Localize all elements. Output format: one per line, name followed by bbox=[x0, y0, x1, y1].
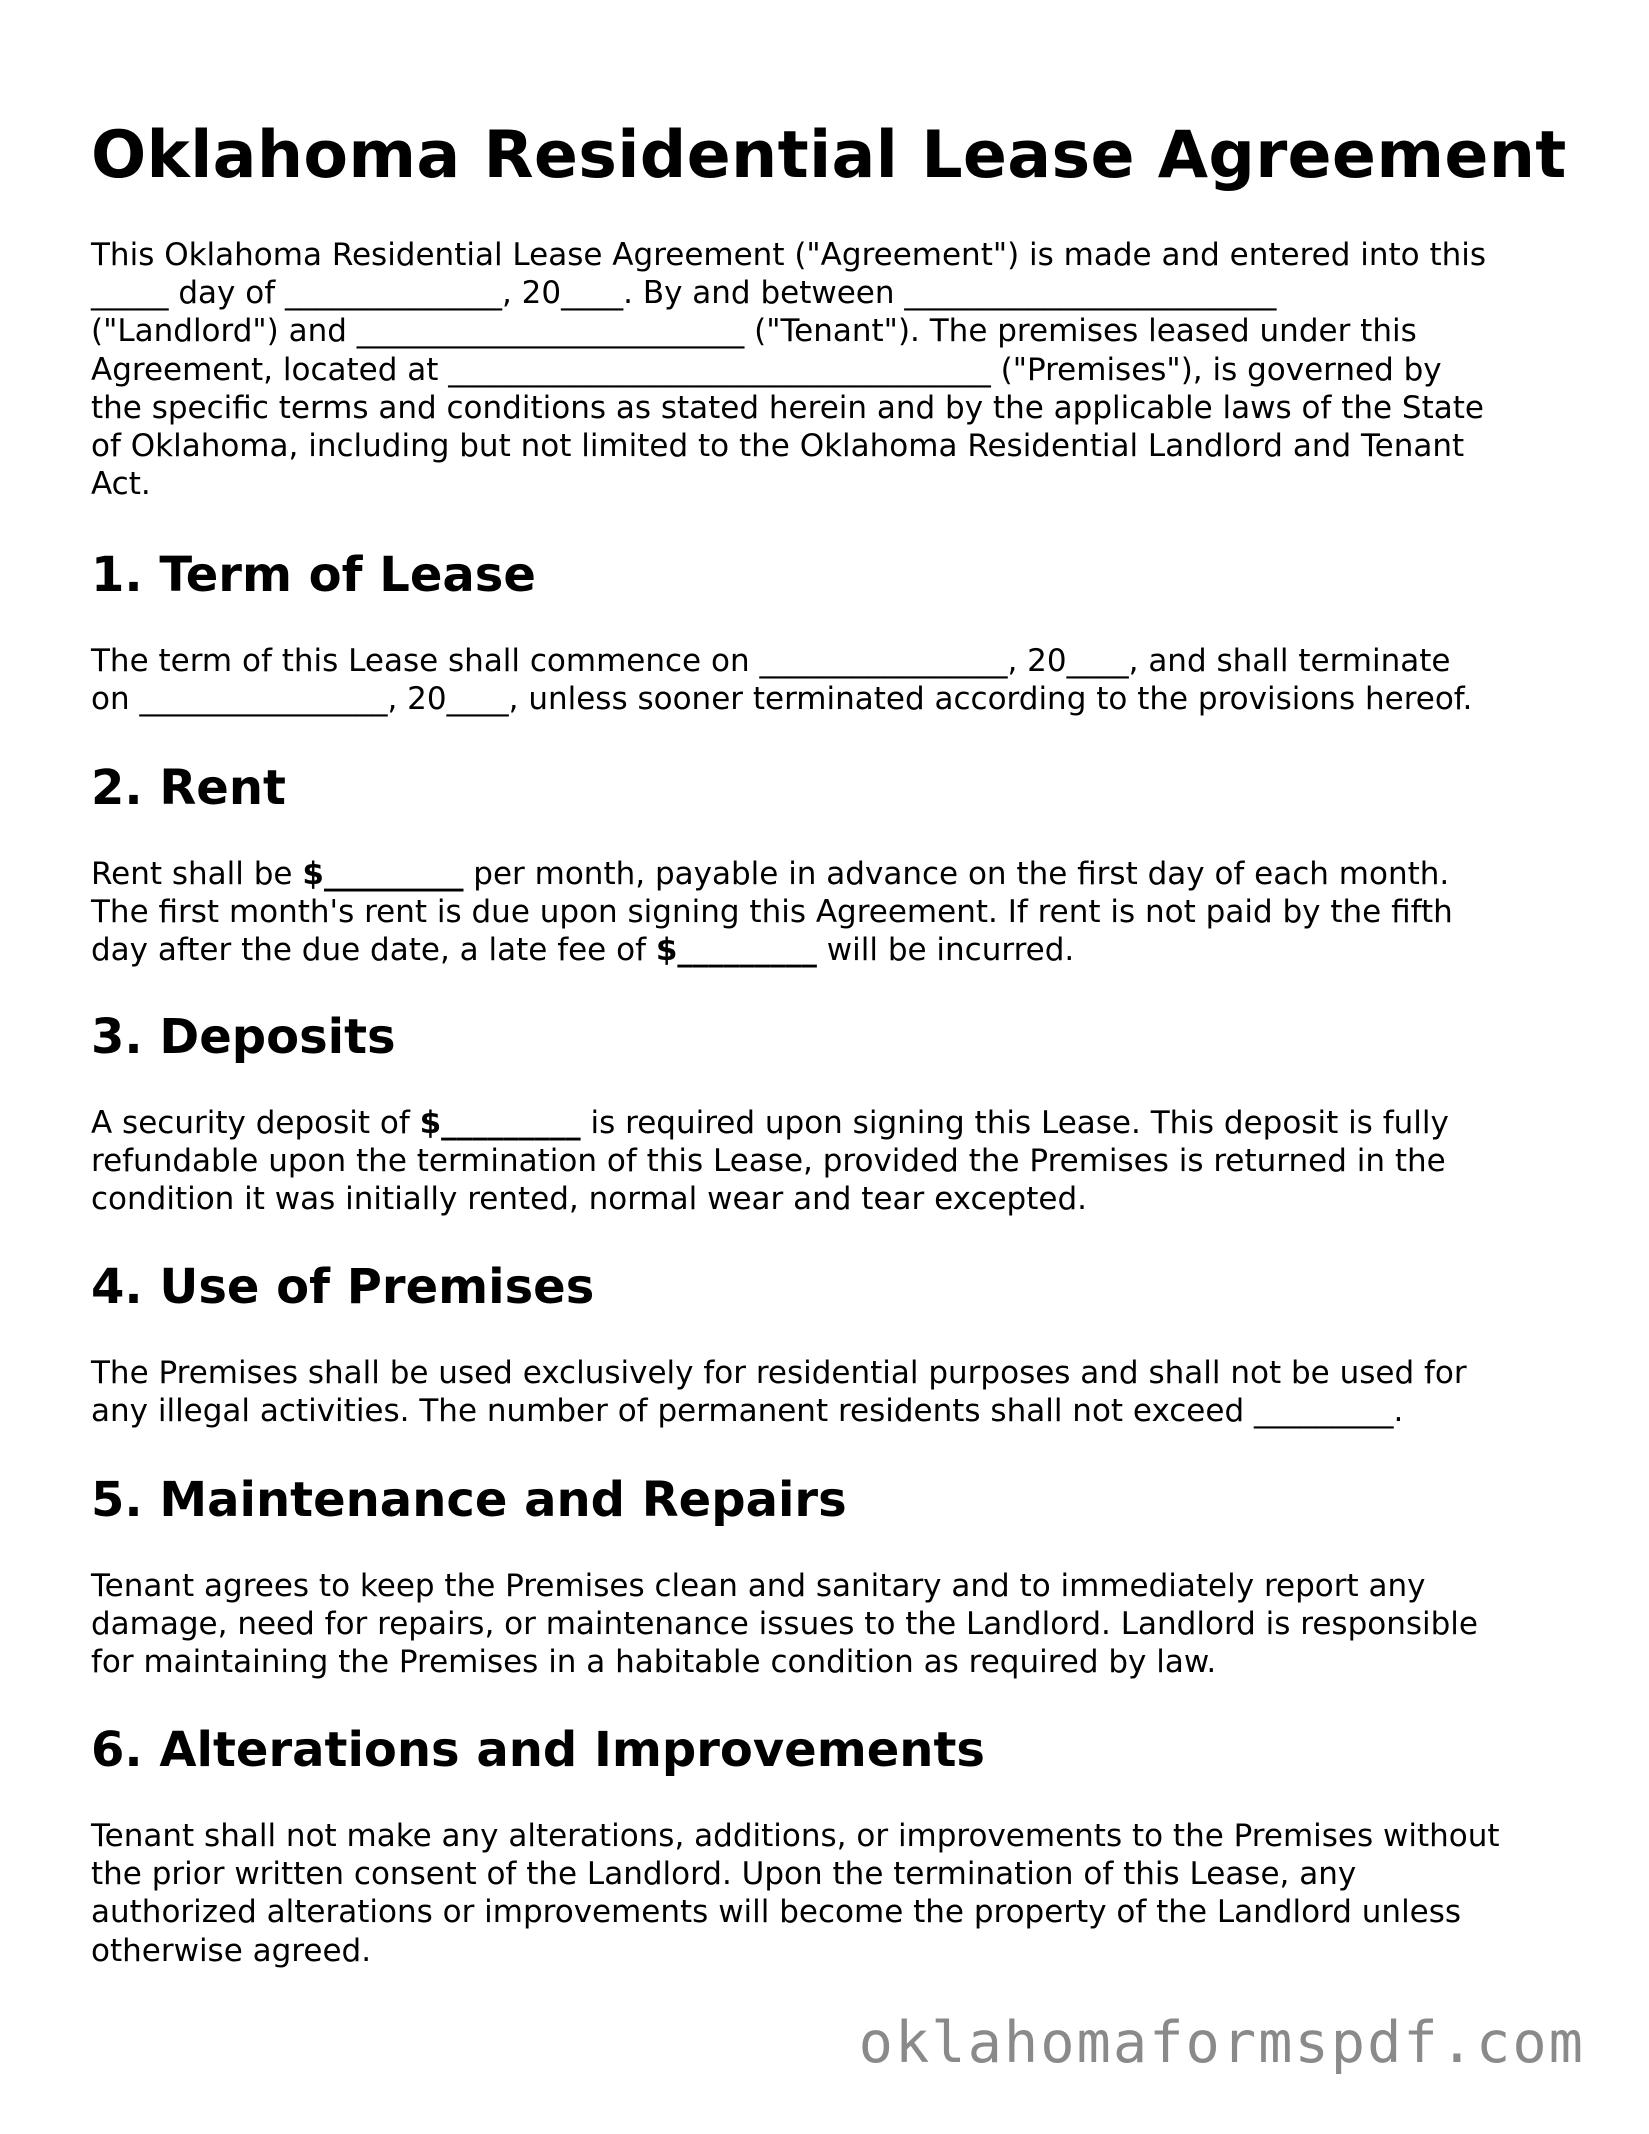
section-paragraph-maintenance bbox=[91, 1567, 1571, 1682]
blank-field: _________ bbox=[441, 1105, 581, 1141]
intro-paragraph bbox=[91, 236, 1571, 503]
intro-line: ("Landlord") and _________________________ ("Tenant"). The premises leased under this bbox=[91, 313, 1417, 350]
paragraph-line: Tenant agrees to keep the Premises clean and sanitary and to immediately report any bbox=[91, 1568, 1426, 1604]
dollar-sign: $ bbox=[302, 856, 324, 892]
section-heading-deposits: 3. Deposits bbox=[91, 1009, 396, 1065]
section-paragraph-use bbox=[91, 1354, 1571, 1430]
section-heading-rent: 2. Rent bbox=[91, 760, 286, 816]
blank-field: _________ bbox=[323, 856, 464, 892]
section-paragraph-deposits bbox=[91, 1104, 1571, 1219]
intro-line: Agreement, located at ___________________________________ ("Premises"), is governed by bbox=[91, 351, 1442, 388]
paragraph-line: on ________________, 20____, unless sooner terminated according to the provisions hereof. bbox=[91, 681, 1473, 718]
paragraph-line bbox=[91, 1104, 1571, 1142]
paragraph-line: any illegal activities. The number of permanent residents shall not exceed _________. bbox=[91, 1393, 1404, 1430]
line-text: day after the due date, a late fee of bbox=[91, 932, 656, 969]
paragraph-line: The first month's rent is due upon signing this Agreement. If rent is not paid by the fifth bbox=[91, 894, 1453, 931]
paragraph-line: refundable upon the termination of this Lease, provided the Premises is returned in the bbox=[91, 1143, 1446, 1180]
dollar-sign: $ bbox=[419, 1105, 442, 1141]
blank-field: _________ bbox=[677, 932, 817, 969]
section-heading-maintenance: 5. Maintenance and Repairs bbox=[91, 1472, 847, 1528]
line-text: A security deposit of bbox=[91, 1105, 420, 1141]
section-paragraph-alterations bbox=[91, 1817, 1571, 1970]
paragraph-line: condition it was initially rented, normal wear and tear excepted. bbox=[91, 1181, 1087, 1218]
intro-line: of Oklahoma, including but not limited to the Oklahoma Residential Landlord and Tenant bbox=[91, 428, 1465, 465]
paragraph-line: for maintaining the Premises in a habitable condition as required by law. bbox=[91, 1644, 1217, 1681]
paragraph-line bbox=[91, 931, 1571, 969]
line-text: Rent shall be bbox=[91, 856, 303, 892]
watermark: oklahomaformspdf.com bbox=[858, 2010, 1585, 2076]
paragraph-line: authorized alterations or improvements will become the property of the Landlord unless bbox=[91, 1894, 1462, 1931]
intro-line: This Oklahoma Residential Lease Agreement ("Agreement") is made and entered into this bbox=[91, 237, 1487, 273]
document-title: Oklahoma Residential Lease Agreement bbox=[91, 118, 1567, 193]
section-paragraph-rent bbox=[91, 855, 1571, 970]
line-text: is required upon signing this Lease. This deposit is fully bbox=[580, 1105, 1449, 1141]
section-paragraph-term bbox=[91, 642, 1571, 718]
section-heading-term: 1. Term of Lease bbox=[91, 547, 536, 603]
paragraph-line: The Premises shall be used exclusively for residential purposes and shall not be used for bbox=[91, 1355, 1467, 1391]
paragraph-line: otherwise agreed. bbox=[91, 1932, 372, 1969]
paragraph-line: The term of this Lease shall commence on ________________, 20____, and shall terminate bbox=[91, 643, 1451, 679]
section-heading-use: 4. Use of Premises bbox=[91, 1259, 595, 1315]
dollar-sign: $ bbox=[655, 932, 678, 969]
paragraph-line bbox=[91, 855, 1571, 893]
paragraph-line: damage, need for repairs, or maintenance issues to the Landlord. Landlord is responsible bbox=[91, 1606, 1478, 1643]
intro-line: Act. bbox=[91, 466, 151, 503]
line-text: will be incurred. bbox=[816, 932, 1075, 969]
paragraph-line: Tenant shall not make any alterations, additions, or improvements to the Premises without bbox=[91, 1818, 1500, 1854]
line-text: per month, payable in advance on the first day of each month. bbox=[463, 856, 1450, 892]
paragraph-line: the prior written consent of the Landlord. Upon the termination of this Lease, any bbox=[91, 1856, 1357, 1893]
intro-line: the specific terms and conditions as stated herein and by the applicable laws of the State bbox=[91, 389, 1484, 426]
intro-line: _____ day of ______________, 20____. By and between ________________________ bbox=[91, 275, 1277, 312]
section-heading-alterations: 6. Alterations and Improvements bbox=[91, 1722, 985, 1778]
